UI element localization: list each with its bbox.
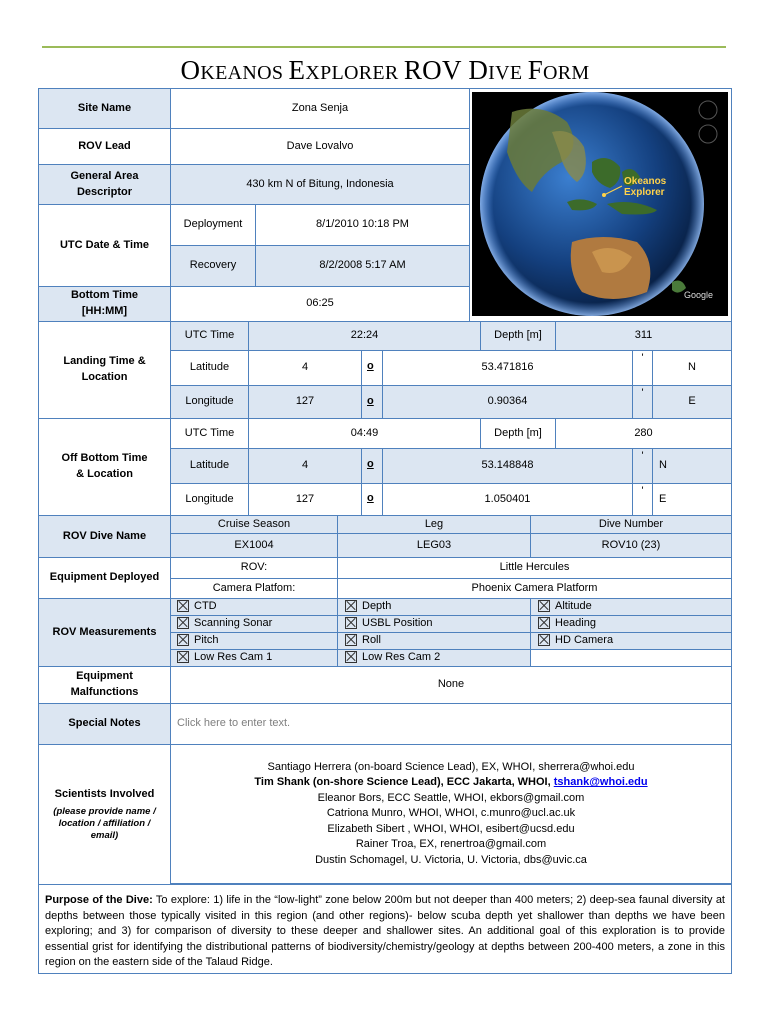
- landing-lon-min[interactable]: 0.90364: [382, 385, 633, 419]
- measurements-label: ROV Measurements: [38, 598, 171, 667]
- leg-value[interactable]: LEG03: [337, 533, 531, 558]
- page-title: OKEANOS EXPLORER ROV DIVE FORM: [180, 55, 590, 85]
- checkbox-checked-icon[interactable]: [538, 600, 550, 612]
- equipment-label: Equipment Deployed: [38, 557, 171, 599]
- leg-label: Leg: [337, 515, 531, 534]
- prime-symbol: ': [632, 350, 653, 386]
- landing-depth-label: Depth [m]: [480, 321, 556, 351]
- off-utc-label: UTC Time: [170, 418, 249, 449]
- measure-label: Depth: [362, 600, 392, 612]
- degree-glyph: o: [367, 458, 374, 470]
- checkbox-checked-icon[interactable]: [345, 600, 357, 612]
- scientists-sub: (please provide name / location / affiliation / email): [53, 805, 156, 841]
- dive-name-label: ROV Dive Name: [38, 515, 171, 558]
- checkbox-checked-icon[interactable]: [177, 617, 189, 629]
- grid-divider: [170, 615, 732, 616]
- special-notes-input[interactable]: Click here to enter text.: [170, 703, 732, 745]
- shank-email-link[interactable]: tshank@whoi.edu: [553, 776, 648, 789]
- off-bottom-label: Off Bottom Time & Location: [38, 418, 171, 516]
- landing-lat-label: Latitude: [170, 350, 249, 386]
- off-depth-label: Depth [m]: [480, 418, 556, 449]
- measure-scanning-sonar[interactable]: [177, 617, 272, 629]
- prime-symbol: ': [632, 385, 653, 419]
- site-name-value[interactable]: Zona Senja: [170, 88, 470, 129]
- scientist-line: Catriona Munro, WHOI, WHOI, c.munro@ucl.ac.uk: [326, 807, 576, 820]
- scientist-line: Elizabeth Sibert , WHOI, WHOI, esibert@ucsd.edu: [327, 822, 575, 835]
- checkbox-checked-icon[interactable]: [345, 617, 357, 629]
- landing-lon-dir[interactable]: E: [652, 385, 732, 419]
- degree-symbol: [361, 385, 383, 419]
- off-depth-value[interactable]: 280: [555, 418, 732, 449]
- landing-lat-dir[interactable]: N: [652, 350, 732, 386]
- off-lat-deg[interactable]: 4: [248, 448, 362, 484]
- scientists-label-cell: [38, 744, 171, 885]
- scientist-text: Tim Shank (on-shore Science Lead), ECC Jakarta, WHOI,: [254, 776, 554, 789]
- header-rule: [42, 46, 726, 48]
- degree-symbol: [361, 350, 383, 386]
- measure-altitude[interactable]: [538, 600, 592, 612]
- deployment-value[interactable]: 8/1/2010 10:18 PM: [255, 204, 470, 246]
- landing-label: Landing Time & Location: [38, 321, 171, 419]
- grid-divider: [170, 632, 732, 633]
- grid-divider: [170, 649, 732, 650]
- degree-glyph: o: [367, 360, 374, 372]
- landing-utc-label: UTC Time: [170, 321, 249, 351]
- measure-label: Pitch: [194, 634, 219, 646]
- measure-low-res-cam-2[interactable]: [345, 651, 440, 663]
- measure-low-res-cam-1[interactable]: [177, 651, 272, 663]
- measure-pitch[interactable]: [177, 634, 218, 646]
- cruise-season-value[interactable]: EX1004: [170, 533, 338, 558]
- deployment-label: Deployment: [170, 204, 256, 246]
- measure-label: Low Res Cam 1: [194, 651, 273, 663]
- camera-label: Camera Platfom:: [170, 578, 338, 599]
- landing-utc-value[interactable]: 22:24: [248, 321, 481, 351]
- globe-label-2: Explorer: [624, 187, 665, 198]
- special-notes-label: Special Notes: [38, 703, 171, 745]
- degree-symbol: [361, 483, 383, 516]
- dive-number-value[interactable]: ROV10 (23): [530, 533, 732, 558]
- globe-image: [472, 92, 728, 316]
- recovery-value[interactable]: 8/2/2008 5:17 AM: [255, 245, 470, 287]
- measure-ctd[interactable]: [177, 600, 217, 612]
- checkbox-checked-icon[interactable]: [177, 634, 189, 646]
- measure-label: CTD: [194, 600, 217, 612]
- purpose-text: To explore: 1) life in the “low-light” zone below 200m but not deeper than 400 meters; 2) deep-sea faunal diversity at depths between those typically visited in this region (and other regions)- below scuba depth yet shallower than depths we have been exploring; and 3) for comparison of diversity to these deeper and shallower sites. An additional goal of this exploration is to provide essential grist for identifying the distributional patterns of biodiversity/chemistry/geology at depths between 200-400 meters, a zone in this region on the eastern side of the Talaud Ridge.: [45, 894, 725, 969]
- empty-cell: [530, 649, 732, 667]
- off-lon-min[interactable]: 1.050401: [382, 483, 633, 516]
- google-brand: Google: [684, 290, 714, 300]
- measure-label: Altitude: [555, 600, 592, 612]
- checkbox-checked-icon[interactable]: [538, 634, 550, 646]
- recovery-label: Recovery: [170, 245, 256, 287]
- measure-label: Heading: [555, 617, 596, 629]
- off-lat-label: Latitude: [170, 448, 249, 484]
- off-lon-dir[interactable]: E: [652, 483, 732, 516]
- measure-hd-camera[interactable]: [538, 634, 613, 646]
- utc-date-label: UTC Date & Time: [38, 204, 171, 287]
- measure-label: Low Res Cam 2: [362, 651, 441, 663]
- measure-heading[interactable]: [538, 617, 596, 629]
- globe-label-1: Okeanos: [624, 176, 667, 187]
- off-lat-dir[interactable]: N: [652, 448, 732, 484]
- degree-glyph: o: [367, 492, 374, 504]
- scientist-line: Santiago Herrera (on-board Science Lead), EX, WHOI, sherrera@whoi.edu: [267, 760, 635, 773]
- purpose-paragraph[interactable]: [38, 884, 732, 974]
- cruise-season-label: Cruise Season: [170, 515, 338, 534]
- off-utc-value[interactable]: 04:49: [248, 418, 481, 449]
- off-lon-label: Longitude: [170, 483, 249, 516]
- off-lon-deg[interactable]: 127: [248, 483, 362, 516]
- site-name-label: Site Name: [38, 88, 171, 129]
- malfunctions-value[interactable]: None: [170, 666, 732, 704]
- off-lat-min[interactable]: 53.148848: [382, 448, 633, 484]
- camera-value[interactable]: Phoenix Camera Platform: [337, 578, 732, 599]
- checkbox-checked-icon[interactable]: [538, 617, 550, 629]
- degree-glyph: o: [367, 395, 374, 407]
- rov-value[interactable]: Little Hercules: [337, 557, 732, 579]
- landing-depth-value[interactable]: 311: [555, 321, 732, 351]
- dive-number-label: Dive Number: [530, 515, 732, 534]
- scientist-line: Dustin Schomagel, U. Victoria, U. Victoria, dbs@uvic.ca: [315, 853, 587, 866]
- rov-label: ROV:: [170, 557, 338, 579]
- landing-lat-min[interactable]: 53.471816: [382, 350, 633, 386]
- measure-label: Scanning Sonar: [194, 617, 273, 629]
- checkbox-checked-icon[interactable]: [177, 651, 189, 663]
- malfunctions-label: Equipment Malfunctions: [38, 666, 171, 704]
- rov-lead-value[interactable]: Dave Lovalvo: [170, 128, 470, 165]
- purpose-label: Purpose of the Dive:: [45, 894, 153, 906]
- scientist-line: Rainer Troa, EX, renertroa@gmail.com: [355, 838, 547, 851]
- measure-depth[interactable]: [345, 600, 391, 612]
- bottom-time-value[interactable]: 06:25: [170, 286, 470, 322]
- landing-lon-deg[interactable]: 127: [248, 385, 362, 419]
- general-area-value[interactable]: 430 km N of Bitung, Indonesia: [170, 164, 470, 205]
- scientist-line: Eleanor Bors, ECC Seattle, WHOI, ekbors@gmail.com: [317, 791, 585, 804]
- bottom-time-label: Bottom Time [HH:MM]: [38, 286, 171, 322]
- degree-symbol: [361, 448, 383, 484]
- prime-symbol: ': [632, 448, 653, 484]
- scientists-label: Scientists Involved: [54, 788, 155, 801]
- landing-lon-label: Longitude: [170, 385, 249, 419]
- measure-label: HD Camera: [555, 634, 614, 646]
- measure-usbl-position[interactable]: [345, 617, 433, 629]
- measure-label: USBL Position: [362, 617, 433, 629]
- general-area-label: General Area Descriptor: [38, 164, 171, 205]
- checkbox-checked-icon[interactable]: [177, 600, 189, 612]
- prime-symbol: ': [632, 483, 653, 516]
- measure-roll[interactable]: [345, 634, 381, 646]
- scientists-list[interactable]: [170, 744, 732, 884]
- measure-label: Roll: [362, 634, 381, 646]
- checkbox-checked-icon[interactable]: [345, 651, 357, 663]
- landing-lat-deg[interactable]: 4: [248, 350, 362, 386]
- scientist-line-bold: [254, 775, 647, 791]
- checkbox-checked-icon[interactable]: [345, 634, 357, 646]
- rov-lead-label: ROV Lead: [38, 128, 171, 165]
